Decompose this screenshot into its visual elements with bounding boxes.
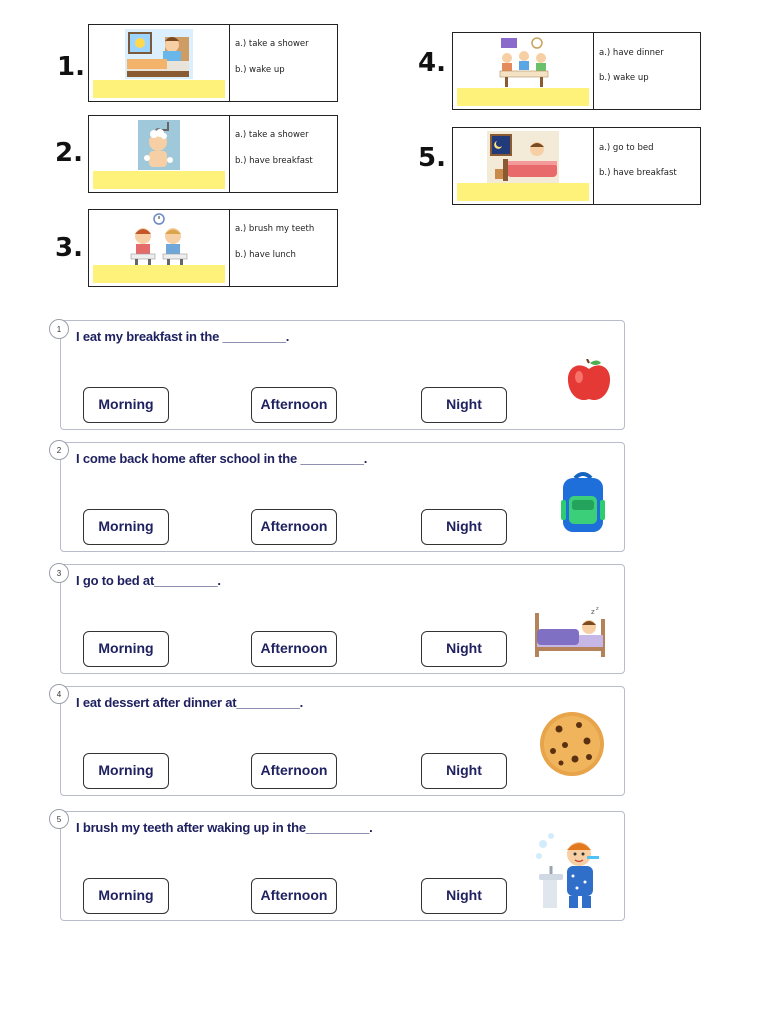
question-number-badge: 1	[49, 319, 69, 339]
item-number: 1.	[57, 52, 85, 82]
question-number-badge: 5	[49, 809, 69, 829]
matching-card	[452, 32, 701, 110]
question-card	[60, 320, 625, 430]
night-button[interactable]: Night	[421, 631, 507, 667]
child-going-to-bed-image	[487, 131, 559, 183]
night-button[interactable]: Night	[421, 387, 507, 423]
svg-text:z: z	[591, 608, 595, 616]
morning-button[interactable]: Morning	[83, 631, 169, 667]
afternoon-button[interactable]: Afternoon	[251, 878, 337, 914]
option-a: a.) brush my teeth	[235, 224, 315, 234]
answer-box[interactable]	[93, 80, 225, 98]
child-waking-up-in-bed-image	[125, 29, 193, 79]
question-text: I go to bed at_________.	[76, 573, 221, 588]
answer-box[interactable]	[457, 183, 589, 201]
answer-box[interactable]	[93, 171, 225, 189]
night-button[interactable]: Night	[421, 509, 507, 545]
picture-cell	[89, 116, 230, 192]
picture-cell	[453, 33, 594, 109]
item-number: 3.	[55, 233, 83, 263]
matching-card	[88, 115, 338, 193]
question-card	[60, 564, 625, 674]
option-b: b.) have breakfast	[599, 168, 677, 178]
answer-box[interactable]	[457, 88, 589, 106]
family-dinner-image	[497, 36, 551, 88]
options-cell	[230, 116, 337, 192]
option-b: b.) wake up	[235, 65, 285, 75]
night-button[interactable]: Night	[421, 753, 507, 789]
option-a: a.) go to bed	[599, 143, 654, 153]
question-number-badge: 2	[49, 440, 69, 460]
item-number: 4.	[418, 48, 446, 78]
morning-button[interactable]: Morning	[83, 387, 169, 423]
afternoon-button[interactable]: Afternoon	[251, 509, 337, 545]
question-card	[60, 686, 625, 796]
option-b: b.) have lunch	[235, 250, 296, 260]
morning-button[interactable]: Morning	[83, 509, 169, 545]
option-b: b.) wake up	[599, 73, 649, 83]
question-card	[60, 811, 625, 921]
option-a: a.) take a shower	[235, 39, 309, 49]
question-number-badge: 4	[49, 684, 69, 704]
question-text: I come back home after school in the _________.	[76, 451, 368, 466]
svg-text:z: z	[596, 606, 599, 612]
morning-button[interactable]: Morning	[83, 878, 169, 914]
question-text: I eat dessert after dinner at_________.	[76, 695, 304, 710]
item-number: 2.	[55, 138, 83, 168]
brushing-teeth-icon	[533, 830, 607, 910]
picture-cell	[89, 210, 230, 286]
afternoon-button[interactable]: Afternoon	[251, 387, 337, 423]
answer-box[interactable]	[93, 265, 225, 283]
matching-card	[88, 24, 338, 102]
picture-cell	[89, 25, 230, 101]
cookie-icon	[539, 711, 605, 777]
question-text: I eat my breakfast in the _________.	[76, 329, 290, 344]
options-cell	[230, 25, 337, 101]
sleeping-child-icon	[533, 605, 607, 657]
question-text: I brush my teeth after waking up in the_________.	[76, 820, 373, 835]
night-button[interactable]: Night	[421, 878, 507, 914]
picture-cell	[453, 128, 594, 204]
matching-card	[452, 127, 701, 205]
options-cell	[594, 33, 700, 109]
option-a: a.) take a shower	[235, 130, 309, 140]
child-showering-image	[138, 120, 180, 170]
morning-button[interactable]: Morning	[83, 753, 169, 789]
children-eating-lunch-image	[127, 212, 191, 266]
matching-card	[88, 209, 338, 287]
item-number: 5.	[418, 143, 446, 173]
options-cell	[230, 210, 337, 286]
question-number-badge: 3	[49, 563, 69, 583]
option-a: a.) have dinner	[599, 48, 664, 58]
afternoon-button[interactable]: Afternoon	[251, 753, 337, 789]
option-b: b.) have breakfast	[235, 156, 313, 166]
backpack-icon	[559, 470, 607, 534]
apple-icon	[565, 359, 613, 403]
options-cell	[594, 128, 700, 204]
question-card	[60, 442, 625, 552]
afternoon-button[interactable]: Afternoon	[251, 631, 337, 667]
